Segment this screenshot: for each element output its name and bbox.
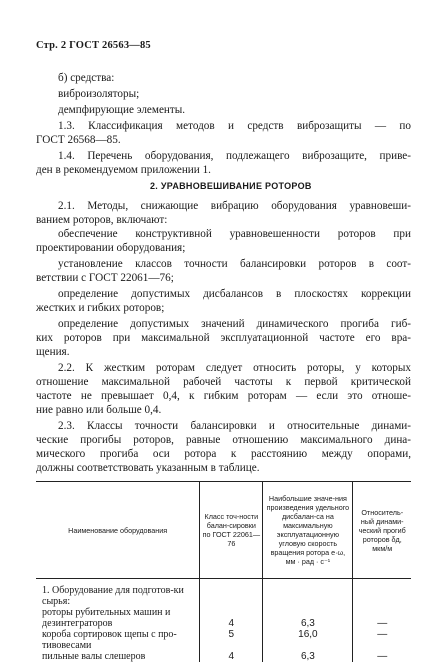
- row-deflection: —: [353, 629, 411, 651]
- p22-line3: частоте не превышает 0,4, к гибким роторам — если это отноше-: [36, 390, 411, 402]
- paragraph-1-3-line2: ГОСТ 26568—85.: [36, 134, 121, 146]
- p23-line4: должны соответствовать указанным в таблице.: [36, 462, 260, 474]
- paragraph-1-4-line2: ден в рекомендуемом приложении 1.: [36, 164, 211, 176]
- row-value: 6,3: [263, 651, 353, 662]
- row-name: короба сортировок щепы с про-тивовесами: [42, 629, 177, 651]
- p21-line11: щения.: [36, 346, 70, 358]
- header-equipment-name: Наименование оборудования: [36, 482, 200, 579]
- row-deflection: —: [353, 607, 411, 629]
- header-deflection: Относитель-ный динами-ческий прогиб роторов δд, мкм/м: [353, 482, 411, 579]
- paragraph-1-4-line1: 1.4. Перечень оборудования, подлежащего виброзащите, приве-: [58, 150, 411, 162]
- row-value: 6,3: [263, 607, 353, 629]
- list-item-vibroisolators: виброизоляторы;: [58, 88, 140, 100]
- p23-line3: мического прогиба оси ротора к расстоянию между опорами,: [36, 448, 411, 460]
- p21-line1: 2.1. Методы, снижающие вибрацию оборудования уравновеши-: [58, 200, 411, 212]
- p21-line4: проектировании оборудования;: [36, 242, 186, 254]
- p21-line7: определение допустимых дисбалансов в плоскостях коррекции: [58, 288, 411, 300]
- p21-line5: установление классов точности балансировки роторов в соот-: [58, 258, 411, 270]
- row-deflection: [353, 579, 411, 608]
- p21-line10: ких роторов при максимальной эксплуатационной частоте его вра-: [36, 332, 411, 344]
- p23-line2: ческие прогибы роторов, равные отношению максимального дина-: [36, 434, 411, 446]
- balancing-table: [36, 481, 411, 662]
- section-title: 2. УРАВНОВЕШИВАНИЕ РОТОРОВ: [150, 181, 312, 191]
- row-class: 5: [200, 629, 263, 651]
- p22-line4: ние равно или больше 0,4.: [36, 404, 162, 416]
- p22-line2: отношение максимальной рабочей частоты к первой критической: [36, 376, 411, 388]
- list-item-dampers: демпфирующие элементы.: [58, 104, 186, 116]
- table-row: [36, 607, 411, 629]
- p22-line1: 2.2. К жестким роторам следует относить роторы, у которых: [58, 362, 411, 374]
- p23-line1: 2.3. Классы точности балансировки и относительные динами-: [58, 420, 411, 432]
- table-row: [36, 579, 411, 608]
- row-value: 16,0: [263, 629, 353, 651]
- row-name: 1. Оборудование для подготов-ки сырья:: [42, 585, 184, 607]
- p21-line8: жестких и гибких роторов;: [36, 302, 165, 314]
- row-name: роторы рубительных машин и дезинтеграторов: [42, 607, 171, 629]
- table-header-row: [36, 482, 411, 579]
- row-class: 4: [200, 651, 263, 662]
- paragraph-1-3-line1: 1.3. Классификация методов и средств виброзащиты — по: [58, 120, 411, 132]
- row-name: пильные валы слешеров: [42, 651, 146, 662]
- table-row: [36, 651, 411, 662]
- p21-line9: определение допустимых значений динамического прогиба гиб-: [58, 318, 411, 330]
- row-class: 4: [200, 607, 263, 629]
- row-class: [200, 579, 263, 608]
- row-deflection: —: [353, 651, 411, 662]
- p21-line6: ветствии с ГОСТ 22061—76;: [36, 272, 174, 284]
- list-item-b: б) средства:: [58, 72, 115, 84]
- p21-line2: ванием роторов, включают:: [36, 214, 168, 226]
- row-value: [263, 579, 353, 608]
- page-header: Стр. 2 ГОСТ 26563—85: [36, 40, 151, 51]
- header-class: Класс точ-ности балан-сировки по ГОСТ 22061—76: [200, 482, 263, 579]
- p21-line3: обеспечение конструктивной уравновешенности роторов при: [58, 228, 411, 240]
- table-row: [36, 629, 411, 651]
- header-unbalance: Наибольшие значе-ния произведения удельного дисбалан-са на максимальную эксплуатационную угловую скорость вращения ротора е·ω, мм · рад · с⁻¹: [263, 482, 353, 579]
